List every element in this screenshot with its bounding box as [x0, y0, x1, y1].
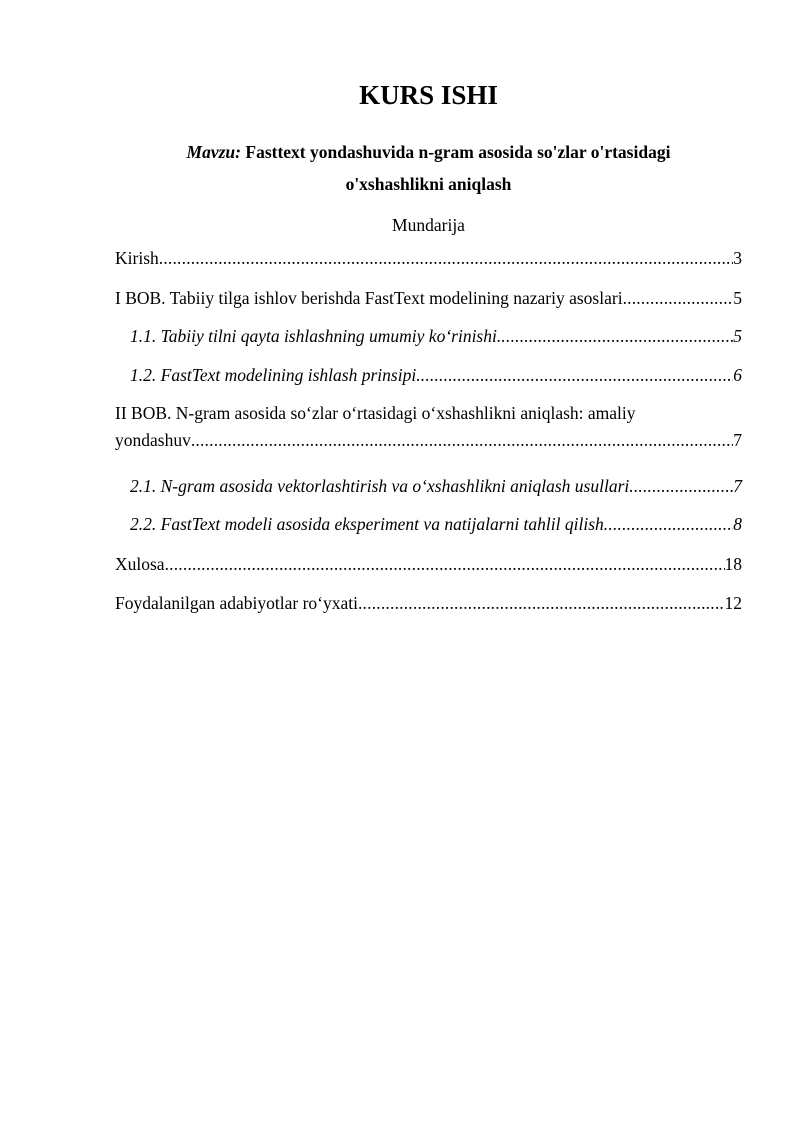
- toc-page-number: 5: [733, 288, 742, 308]
- toc-entry-section-1-1[interactable]: [130, 322, 742, 350]
- toc-entry-section-2-2[interactable]: [130, 510, 742, 538]
- toc-leader-dots: [497, 322, 733, 350]
- toc-leader-dots: [159, 244, 734, 272]
- toc-page-number: 3: [733, 248, 742, 268]
- toc-leader-dots: [165, 550, 725, 578]
- subject-line-2: o'xshashlikni aniqlash: [345, 174, 512, 194]
- toc-page-number: 8: [733, 514, 742, 534]
- subject-label: Mavzu:: [186, 142, 241, 162]
- toc-entry-text: 1.2. FastText modelining ishlash prinsipi: [130, 365, 417, 385]
- toc-page-number: 7: [733, 430, 742, 450]
- toc-entry-kirish[interactable]: [115, 244, 742, 272]
- toc-page-number: 18: [724, 554, 742, 574]
- toc-entry-chapter-1[interactable]: [115, 284, 742, 312]
- toc-entry-chapter-2[interactable]: [115, 399, 742, 450]
- toc-page-number: 5: [733, 326, 742, 346]
- toc-page-number: 12: [724, 593, 742, 613]
- toc-leader-dots: [623, 284, 734, 312]
- toc-leader-dots: [358, 589, 725, 617]
- subject-text-1: Fasttext yondashuvida n-gram asosida so'zlar o'rtasidagi: [245, 142, 671, 162]
- toc-entry-text: Kirish: [115, 248, 159, 268]
- toc-entry-text: 1.1. Tabiiy tilni qayta ishlashning umumiy ko‘rinishi: [130, 326, 497, 346]
- toc-entry-text: 2.1. N-gram asosida vektorlashtirish va o‘xshashlikni aniqlash usullari: [130, 476, 630, 496]
- document-title: KURS ISHI: [359, 80, 498, 110]
- toc-heading: Mundarija: [392, 215, 465, 235]
- toc-entry-text: I BOB. Tabiiy tilga ishlov berishda FastText modelining nazariy asoslari: [115, 288, 623, 308]
- toc-leader-dots: [416, 361, 733, 389]
- toc-entry-text: II BOB. N-gram asosida so‘zlar o‘rtasidagi o‘xshashlikni aniqlash: amaliy: [115, 403, 636, 423]
- toc-leader-dots: [191, 426, 733, 454]
- toc-entry-bibliography[interactable]: [115, 589, 742, 617]
- toc-leader-dots: [629, 472, 733, 500]
- toc-entry-section-1-2[interactable]: [130, 361, 742, 389]
- toc-entry-text: Xulosa: [115, 554, 165, 574]
- toc-page-number: 7: [733, 476, 742, 496]
- toc-entry-text-continued: yondashuv: [115, 430, 191, 450]
- toc-entry-text: 2.2. FastText modeli asosida eksperiment va natijalarni tahlil qilish: [130, 514, 604, 534]
- toc-entry-continuation: [115, 426, 742, 454]
- document-subject: [115, 136, 742, 200]
- toc-entry-xulosa[interactable]: [115, 550, 742, 578]
- toc-page-number: 6: [733, 365, 742, 385]
- toc-leader-dots: [604, 510, 733, 538]
- toc-entry-section-2-1[interactable]: [130, 472, 742, 500]
- subject-line-1: [115, 136, 742, 168]
- toc-entry-text: Foydalanilgan adabiyotlar ro‘yxati: [115, 593, 358, 613]
